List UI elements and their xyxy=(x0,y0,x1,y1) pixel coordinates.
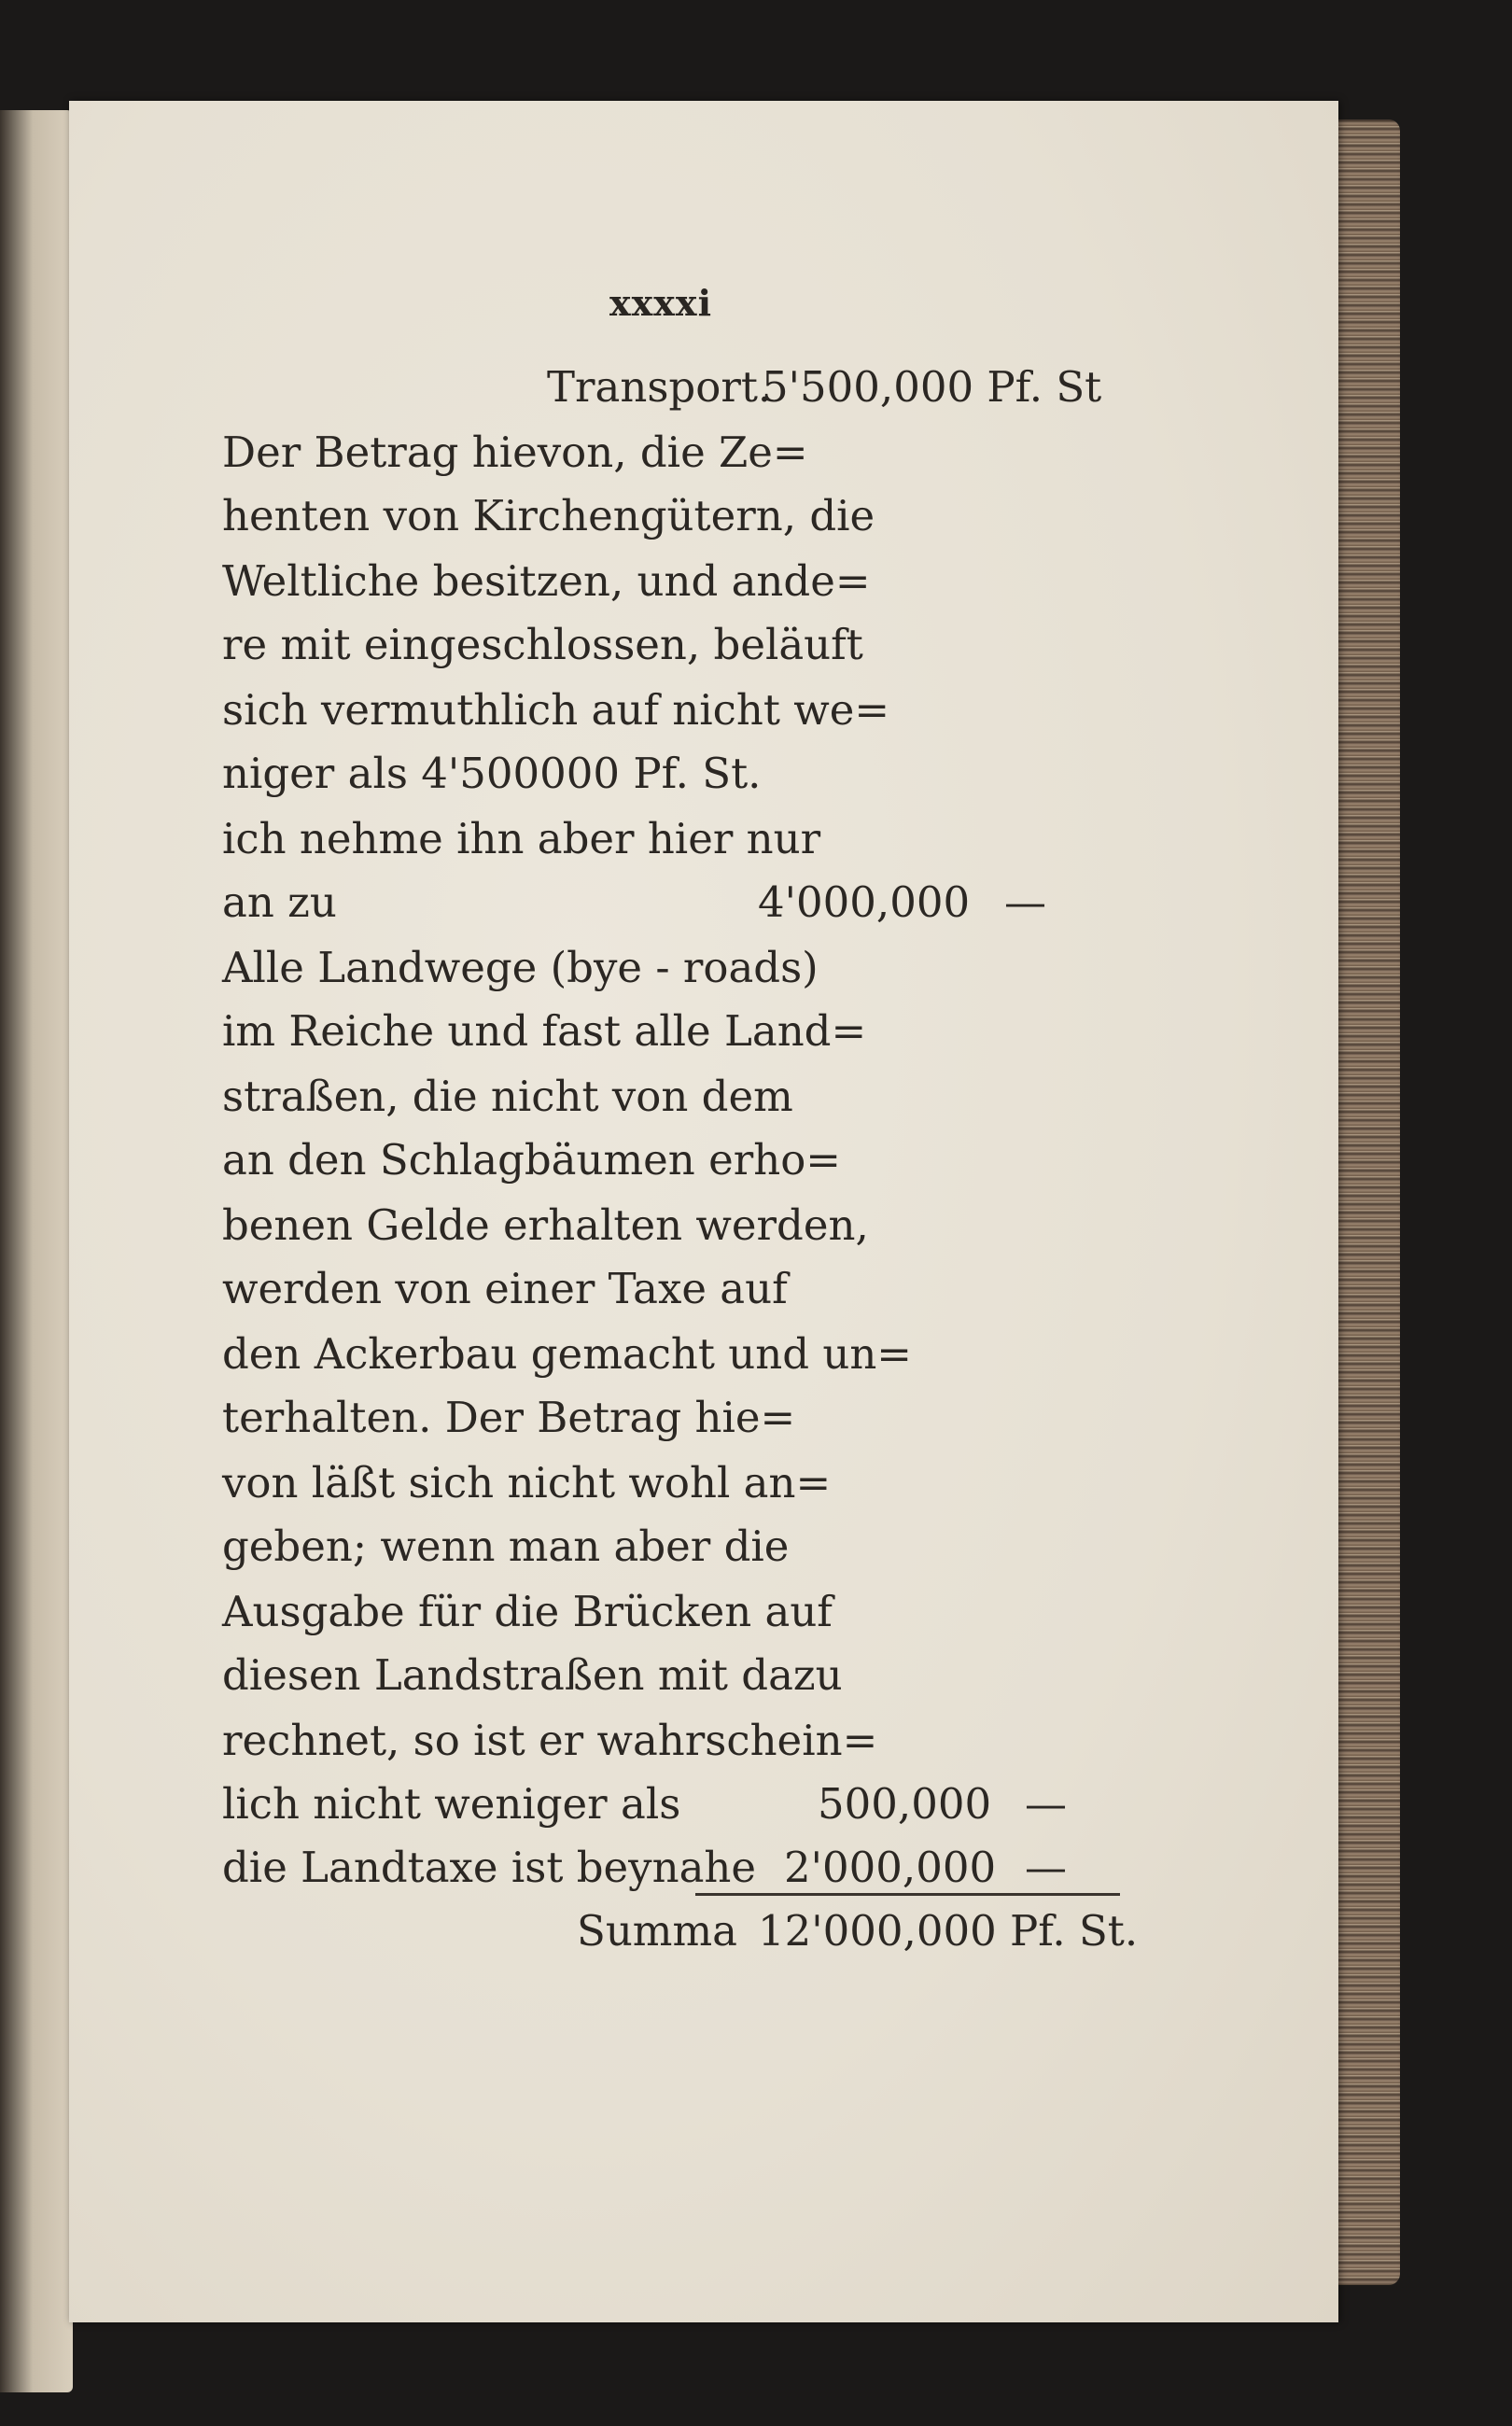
page-number: xxxxi xyxy=(609,282,713,324)
sum-label: Summa xyxy=(577,1906,737,1956)
body-line: an zu xyxy=(222,877,337,927)
body-line: Ausgabe für die Brücken auf xyxy=(222,1587,833,1636)
previous-page-edge xyxy=(0,110,73,2392)
transport-value: 5'500,000 Pf. St xyxy=(762,362,1102,412)
body-line: straßen, die nicht von dem xyxy=(222,1072,793,1121)
body-line: werden von einer Taxe auf xyxy=(222,1264,788,1313)
amount-value: 2'000,000 xyxy=(784,1843,997,1892)
body-line: re mit eingeschlossen, beläuft xyxy=(222,620,863,669)
body-line: lich nicht weniger als xyxy=(222,1779,681,1829)
body-line: den Ackerbau gemacht und un= xyxy=(222,1329,913,1379)
body-line: niger als 4'500000 Pf. St. xyxy=(222,749,762,798)
transport-label: Transport. xyxy=(547,362,772,412)
amount-value: 4'000,000 xyxy=(758,877,971,927)
sum-value: 12'000,000 Pf. St. xyxy=(758,1906,1139,1956)
body-line: henten von Kirchengütern, die xyxy=(222,491,875,540)
body-line: diesen Landstraßen mit dazu xyxy=(222,1650,843,1700)
body-line: Weltliche besitzen, und ande= xyxy=(222,556,871,606)
body-line: benen Gelde erhalten werden, xyxy=(222,1200,869,1250)
body-line: rechnet, so ist er wahrschein= xyxy=(222,1716,878,1765)
body-line: im Reiche und fast alle Land= xyxy=(222,1006,867,1056)
amount-value: 500,000 xyxy=(818,1779,992,1829)
amount-dash: — xyxy=(1025,1843,1067,1892)
sum-rule xyxy=(695,1893,1120,1896)
body-line: die Landtaxe ist beynahe xyxy=(222,1843,757,1892)
body-line: Der Betrag hievon, die Ze= xyxy=(222,428,808,477)
body-line: ich nehme ihn aber hier nur xyxy=(222,814,821,863)
amount-dash: — xyxy=(1004,877,1046,927)
amount-dash: — xyxy=(1025,1779,1067,1829)
body-line: von läßt sich nicht wohl an= xyxy=(222,1458,832,1507)
body-line: Alle Landwege (bye - roads) xyxy=(222,943,819,992)
body-line: terhalten. Der Betrag hie= xyxy=(222,1393,796,1442)
body-line: an den Schlagbäumen erho= xyxy=(222,1135,842,1185)
body-line: sich vermuthlich auf nicht we= xyxy=(222,685,890,735)
body-line: geben; wenn man aber die xyxy=(222,1522,790,1571)
